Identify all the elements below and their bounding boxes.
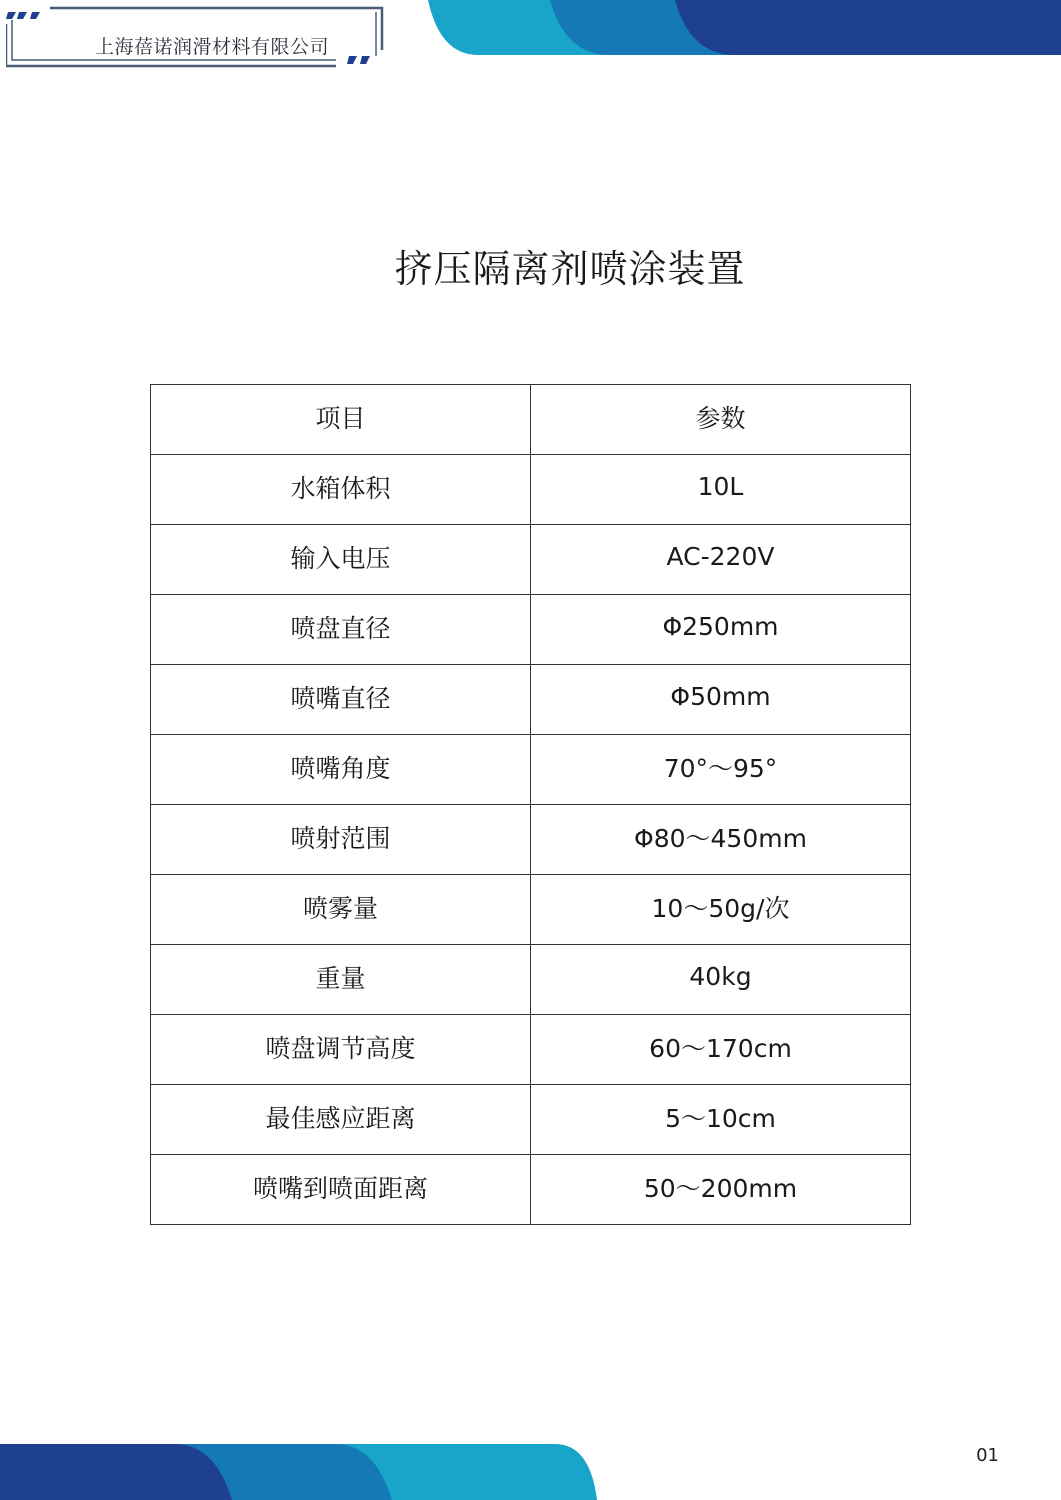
row-label: 喷嘴直径 [151,665,531,735]
row-label: 喷嘴到喷面距离 [151,1155,531,1225]
row-value: AC-220V [531,525,911,595]
row-label: 喷射范围 [151,805,531,875]
row-value: 60～170cm [531,1015,911,1085]
table-row [151,525,911,595]
spec-table [150,384,911,1225]
row-value: Φ80～450mm [531,805,911,875]
row-value: 5～10cm [531,1085,911,1155]
bottom-banner-decoration [0,1442,600,1500]
row-label: 水箱体积 [151,455,531,525]
row-label: 输入电压 [151,525,531,595]
table-row [151,875,911,945]
header-item: 项目 [151,385,531,455]
row-value: 50～200mm [531,1155,911,1225]
table-row [151,455,911,525]
row-label: 喷盘调节高度 [151,1015,531,1085]
row-value: 10L [531,455,911,525]
table-row [151,945,911,1015]
table-row [151,1155,911,1225]
row-label: 喷嘴角度 [151,735,531,805]
company-header [6,6,382,64]
table-row [151,1085,911,1155]
row-label: 喷雾量 [151,875,531,945]
row-value: 10～50g/次 [531,875,911,945]
row-label: 最佳感应距离 [151,1085,531,1155]
row-value: 40kg [531,945,911,1015]
page-number: 01 [976,1445,999,1466]
document-title: 挤压隔离剂喷涂装置 [394,247,746,291]
top-banner-decoration [420,0,1061,56]
table-row [151,805,911,875]
table-row [151,1015,911,1085]
row-label: 喷盘直径 [151,595,531,665]
row-value: 70°～95° [531,735,911,805]
header-param: 参数 [531,385,911,455]
table-row [151,735,911,805]
table-header-row [151,385,911,455]
row-label: 重量 [151,945,531,1015]
table-row [151,595,911,665]
row-value: Φ50mm [531,665,911,735]
table-row [151,665,911,735]
company-name: 上海蓓诺润滑材料有限公司 [94,36,329,58]
row-value: Φ250mm [531,595,911,665]
